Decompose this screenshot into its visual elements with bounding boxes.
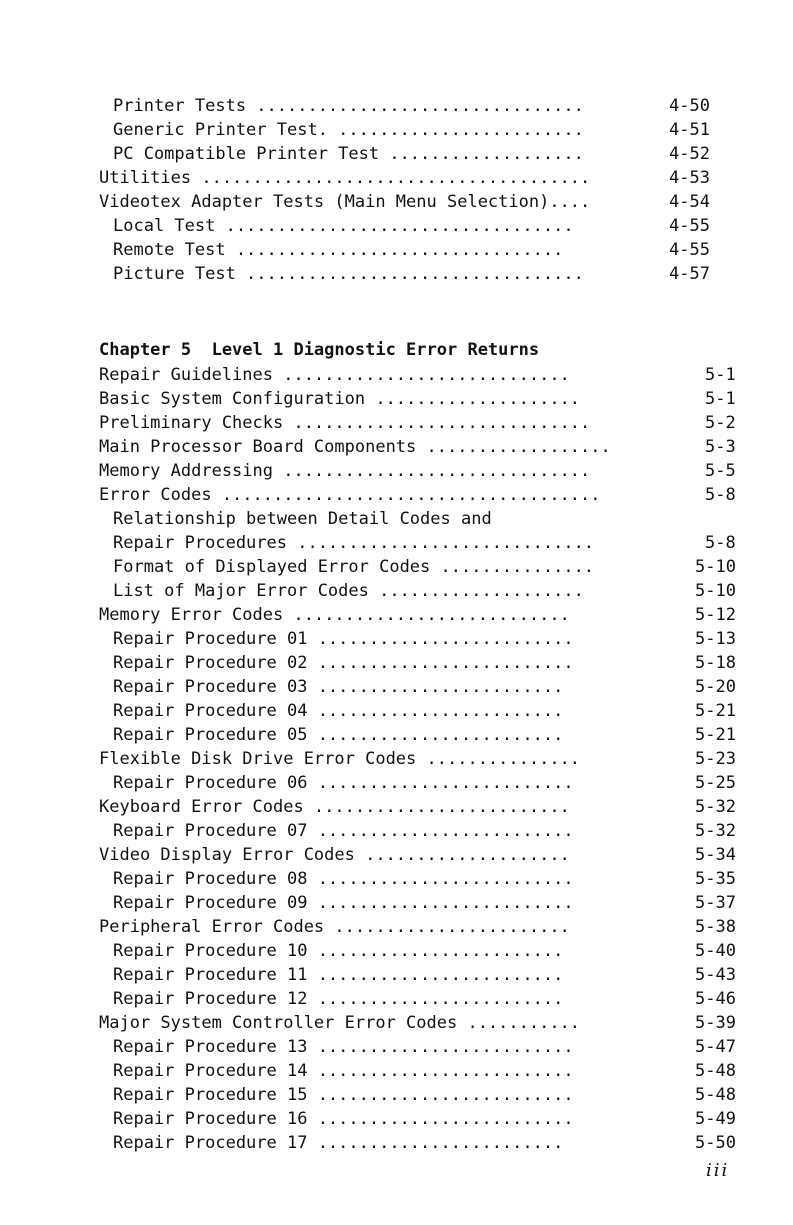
toc-entry xyxy=(0,239,793,261)
toc-entry-page: 4-50 xyxy=(669,96,710,116)
toc-entry xyxy=(0,1036,793,1058)
toc-entry-page: 5-32 xyxy=(695,821,736,841)
toc-entry-title: Main Processor Board Components .................. xyxy=(99,437,611,457)
toc-entry xyxy=(0,436,793,458)
toc-entry xyxy=(0,263,793,285)
toc-entry xyxy=(0,119,793,141)
toc-entry-page: 5-47 xyxy=(695,1037,736,1057)
toc-entry xyxy=(0,652,793,674)
toc-entry-title: Repair Procedure 09 ......................... xyxy=(113,893,574,913)
toc-entry-page: 5-5 xyxy=(705,461,736,481)
toc-entry-title: Printer Tests ................................ xyxy=(113,96,584,116)
toc-entry xyxy=(0,988,793,1010)
toc-entry xyxy=(0,412,793,434)
toc-entry xyxy=(0,748,793,770)
toc-entry-page: 5-35 xyxy=(695,869,736,889)
toc-entry xyxy=(0,892,793,914)
toc-entry-page: 5-48 xyxy=(695,1085,736,1105)
toc-entry xyxy=(0,215,793,237)
toc-entry-title: Repair Procedure 14 ......................... xyxy=(113,1061,574,1081)
toc-entry-page: 5-21 xyxy=(695,701,736,721)
toc-entry xyxy=(0,556,793,578)
toc-entry-page: 4-55 xyxy=(669,216,710,236)
toc-entry xyxy=(0,95,793,117)
toc-entry-page: 5-10 xyxy=(695,557,736,577)
toc-entry xyxy=(0,143,793,165)
toc-entry-title: Repair Procedure 12 ........................ xyxy=(113,989,564,1009)
toc-entry-title: Basic System Configuration .................... xyxy=(99,389,581,409)
toc-entry-page: 5-12 xyxy=(695,605,736,625)
toc-entry-title: Repair Procedure 10 ........................ xyxy=(113,941,564,961)
toc-entry-title: Picture Test ................................. xyxy=(113,264,584,284)
toc-entry-page: 5-3 xyxy=(705,437,736,457)
toc-entry-title: Repair Procedure 04 ........................ xyxy=(113,701,564,721)
toc-entry-title: Video Display Error Codes .................... xyxy=(99,845,570,865)
toc-entry-page: 5-48 xyxy=(695,1061,736,1081)
toc-entry xyxy=(0,772,793,794)
toc-entry xyxy=(0,1132,793,1154)
toc-entry-page: 5-10 xyxy=(695,581,736,601)
toc-entry-title: Repair Procedure 02 ......................... xyxy=(113,653,574,673)
toc-entry xyxy=(0,820,793,842)
toc-entry-title: Videotex Adapter Tests (Main Menu Selection).... xyxy=(99,192,591,212)
toc-entry-page: 4-54 xyxy=(669,192,710,212)
toc-entry-title: Preliminary Checks ............................. xyxy=(99,413,591,433)
toc-entry xyxy=(0,1108,793,1130)
toc-entry-title: Keyboard Error Codes ......................... xyxy=(99,797,570,817)
toc-entry-page: 5-20 xyxy=(695,677,736,697)
toc-entry xyxy=(0,916,793,938)
toc-entry-page: 5-34 xyxy=(695,845,736,865)
toc-entry-title: Repair Procedure 11 ........................ xyxy=(113,965,564,985)
toc-entry xyxy=(0,364,793,386)
chapter-heading: Chapter 5 Level 1 Diagnostic Error Returns xyxy=(99,340,540,360)
toc-entry-title: Repair Procedure 07 ......................... xyxy=(113,821,574,841)
toc-entry-page: 4-51 xyxy=(669,120,710,140)
toc-entry-title: Repair Procedure 16 ......................... xyxy=(113,1109,574,1129)
toc-entry-page: 5-49 xyxy=(695,1109,736,1129)
toc-entry-title: Format of Displayed Error Codes ............... xyxy=(113,557,595,577)
toc-entry-page: 5-37 xyxy=(695,893,736,913)
toc-entry xyxy=(0,724,793,746)
toc-entry xyxy=(0,940,793,962)
toc-entry-page: 5-40 xyxy=(695,941,736,961)
toc-entry-page: 5-1 xyxy=(705,365,736,385)
toc-entry xyxy=(0,844,793,866)
toc-entry-page: 4-57 xyxy=(669,264,710,284)
toc-entry-title: Repair Procedure 03 ........................ xyxy=(113,677,564,697)
toc-entry-page: 5-2 xyxy=(705,413,736,433)
toc-entry xyxy=(0,580,793,602)
toc-entry-page: 4-52 xyxy=(669,144,710,164)
toc-entry-page: 5-46 xyxy=(695,989,736,1009)
toc-entry xyxy=(0,700,793,722)
toc-entry-page: 5-8 xyxy=(705,485,736,505)
toc-entry xyxy=(0,1084,793,1106)
toc-entry-title: Major System Controller Error Codes ........... xyxy=(99,1013,581,1033)
toc-entry xyxy=(0,460,793,482)
toc-entry-title: List of Major Error Codes .................... xyxy=(113,581,584,601)
toc-entry xyxy=(0,388,793,410)
toc-entry-title: Memory Addressing .............................. xyxy=(99,461,591,481)
toc-entry-page: 5-32 xyxy=(695,797,736,817)
toc-entry xyxy=(0,604,793,626)
toc-entry-title: Generic Printer Test. ........................ xyxy=(113,120,584,140)
toc-entry-page: 4-53 xyxy=(669,168,710,188)
toc-entry xyxy=(0,676,793,698)
toc-entry-page: 5-23 xyxy=(695,749,736,769)
toc-entry-title: Repair Procedures ............................. xyxy=(113,533,595,553)
toc-entry-title: Local Test .................................. xyxy=(113,216,574,236)
toc-entry xyxy=(0,532,793,554)
toc-entry-title: Peripheral Error Codes ....................... xyxy=(99,917,570,937)
toc-entry-title: Error Codes ..................................... xyxy=(99,485,601,505)
toc-entry xyxy=(0,964,793,986)
toc-entry-page: 4-55 xyxy=(669,240,710,260)
toc-entry xyxy=(0,796,793,818)
toc-entry-page: 5-13 xyxy=(695,629,736,649)
toc-entry xyxy=(0,167,793,189)
toc-entry-title: Memory Error Codes ........................... xyxy=(99,605,570,625)
toc-entry-page: 5-43 xyxy=(695,965,736,985)
toc-entry xyxy=(0,1012,793,1034)
toc-entry-page: 5-8 xyxy=(705,533,736,553)
toc-entry-title: Repair Procedure 05 ........................ xyxy=(113,725,564,745)
toc-entry xyxy=(0,1060,793,1082)
toc-entry-title: Repair Procedure 13 ......................... xyxy=(113,1037,574,1057)
toc-entry-title: Utilities ...................................... xyxy=(99,168,591,188)
toc-entry-title: Repair Guidelines ............................ xyxy=(99,365,570,385)
toc-entry-title: Flexible Disk Drive Error Codes ............... xyxy=(99,749,581,769)
toc-entry-title: Repair Procedure 08 ......................... xyxy=(113,869,574,889)
toc-entry-title: Relationship between Detail Codes and xyxy=(113,509,492,529)
toc-entry xyxy=(0,868,793,890)
toc-entry-page: 5-38 xyxy=(695,917,736,937)
toc-entry xyxy=(0,191,793,213)
toc-entry-title: Repair Procedure 17 ........................ xyxy=(113,1133,564,1153)
toc-entry-page: 5-50 xyxy=(695,1133,736,1153)
toc-entry-page: 5-18 xyxy=(695,653,736,673)
toc-entry-page: 5-39 xyxy=(695,1013,736,1033)
toc-entry-title: Repair Procedure 06 ......................... xyxy=(113,773,574,793)
toc-entry xyxy=(0,484,793,506)
toc-entry xyxy=(0,628,793,650)
toc-entry-title: Repair Procedure 15 ......................... xyxy=(113,1085,574,1105)
toc-entry-title: PC Compatible Printer Test ................... xyxy=(113,144,584,164)
toc-entry-title: Remote Test ................................ xyxy=(113,240,564,260)
toc-entry xyxy=(0,508,793,530)
toc-entry-page: 5-25 xyxy=(695,773,736,793)
toc-entry-page: 5-1 xyxy=(705,389,736,409)
page-folio: iii xyxy=(706,1160,730,1181)
toc-entry-title: Repair Procedure 01 ......................... xyxy=(113,629,574,649)
toc-entry-page: 5-21 xyxy=(695,725,736,745)
